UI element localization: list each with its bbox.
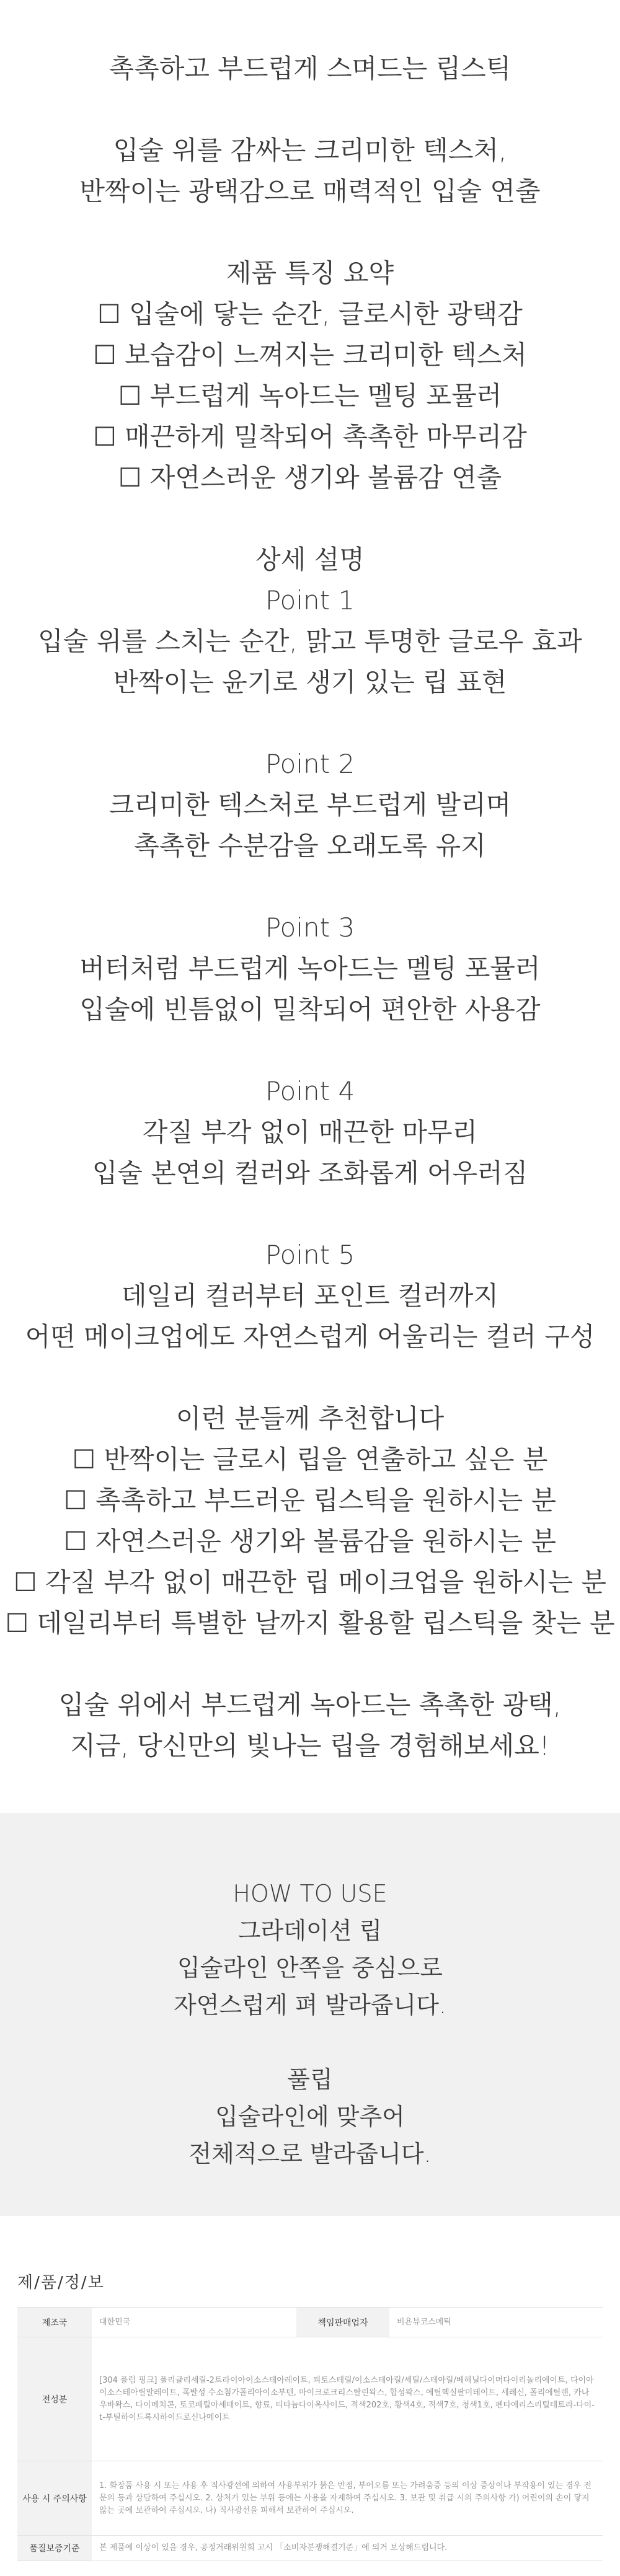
- summary-item: ☐ 부드럽게 녹아드는 멜팅 포뮬러: [118, 381, 502, 411]
- closing-block: [0, 1685, 620, 1767]
- closing-line-2: 지금, 당신만의 빛나는 립을 경험해보세요!: [70, 1731, 550, 1761]
- point-title: Point 5: [265, 1240, 355, 1270]
- gradation-title: 그라데이션 립: [237, 1917, 383, 1944]
- recommend-block: [0, 1398, 620, 1644]
- seller-label: 책임판매업자: [296, 2308, 389, 2337]
- quality-label: 품질보증기준: [17, 2536, 92, 2561]
- product-info-section: [0, 2256, 620, 2576]
- ingredients-label: 전성분: [17, 2337, 92, 2461]
- point-title: Point 3: [265, 912, 355, 943]
- full-lip-line-2: 전체적으로 발라줍니다.: [188, 2140, 432, 2168]
- table-row: [17, 2337, 603, 2461]
- quality-value: 본 제품에 이상이 있을 경우, 공정거래위원회 고시 「소비자분쟁해결기준」에 의거 보상해드립니다.: [92, 2536, 603, 2561]
- caution-value: 1. 화장품 사용 시 또는 사용 후 직사광선에 의하여 사용부위가 붉은 반점, 부어오름 또는 가려움증 등의 이상 증상이나 부작용이 있는 경우 전문의 등과 상담하여 주십시오. 2. 상처가 있는 부위 등에는 사용을 자제하여 주십시오. 3. 보관 및 취급 시의 주의사항 가) 어린이의 손이 닿지 않는 곳에 보관하여 주십시오. 나) 직사광선을 피해서 보관하여 주십시오.: [92, 2461, 603, 2536]
- intro-title: 촉촉하고 부드럽게 스며드는 립스틱: [108, 53, 512, 84]
- recommend-item: ☐ 각질 부각 없이 매끈한 립 메이크업을 원하시는 분: [14, 1567, 606, 1597]
- point-line: 어떤 메이크업에도 자연스럽게 어울리는 컬러 구성: [25, 1321, 595, 1352]
- product-info-title: 제/품/정/보: [17, 2274, 105, 2292]
- intro-block: [0, 48, 620, 212]
- how-to-use-section: [0, 1813, 620, 2216]
- intro-desc-line-2: 반짝이는 광택감으로 매력적인 입술 연출: [79, 176, 541, 206]
- recommend-item: ☐ 자연스러운 생기와 볼륨감을 원하시는 분: [63, 1526, 557, 1556]
- point-line: 입술에 빈틈없이 밀착되어 편안한 사용감: [79, 994, 541, 1025]
- point-line: 각질 부각 없이 매끈한 마무리: [142, 1117, 478, 1147]
- point-title: Point 4: [265, 1076, 355, 1106]
- recommend-item: ☐ 데일리부터 특별한 날까지 활용할 립스틱을 찾는 분: [5, 1608, 615, 1638]
- country-value: 대한민국: [92, 2308, 296, 2337]
- table-row: [17, 2536, 603, 2561]
- detail-block: [0, 539, 620, 1357]
- summary-item: ☐ 자연스러운 생기와 볼륨감 연출: [118, 462, 502, 493]
- point-line: 데일리 컬러부터 포인트 컬러까지: [121, 1281, 499, 1311]
- summary-item: ☐ 보습감이 느껴지는 크리미한 텍스처: [93, 340, 527, 370]
- point-line: 크리미한 텍스처로 부드럽게 발리며: [108, 790, 512, 820]
- point-title: Point 2: [265, 749, 355, 779]
- summary-item: ☐ 입술에 닿는 순간, 글로시한 광택감: [97, 299, 523, 329]
- point-title: Point 1: [265, 585, 355, 615]
- ingredients-value: [304 플럼 핑크] 폴리글리세릴-2트라이아이소스테아레이트, 피토스테릴/이소스테아릴/세틸/스테아릴/베헤닐다이머다이리놀리에이트, 다이아이소스테아릴말레이트, 폭발성 수소첨가폴리아이소부텐, 마이크로크리스탈린왁스, 합성왁스, 에틸헥실팔미테이트, 세레신, 폴리에틸렌, 카나우바왁스, 다이메치콘, 토코페릴아세테이트, 향료, 티타늄다이옥사이드, 적색202호, 황색4호, 적색7호, 청색1호, 펜타에리스리틸테트라-다이-t-부틸하이드록시하이드로신나메이트: [92, 2337, 603, 2461]
- full-lip-title: 풀립: [287, 2066, 333, 2093]
- recommend-item: ☐ 촉촉하고 부드러운 립스틱을 원하시는 분: [63, 1485, 557, 1515]
- product-info-table: [17, 2307, 603, 2561]
- table-row: [17, 2308, 603, 2337]
- point-line: 입술 본연의 컬러와 조화롭게 어우러짐: [92, 1158, 528, 1188]
- table-row: [17, 2461, 603, 2536]
- gradation-line-1: 입술라인 안쪽을 중심으로: [177, 1954, 443, 1982]
- point-line: 반짝이는 윤기로 생기 있는 립 표현: [113, 667, 507, 697]
- point-line: 입술 위를 스치는 순간, 맑고 투명한 글로우 효과: [38, 626, 582, 656]
- intro-desc-line-1: 입술 위를 감싸는 크리미한 텍스처,: [113, 135, 507, 165]
- summary-heading: 제품 특징 요약: [226, 258, 394, 288]
- point-line: 촉촉한 수분감을 오래도록 유지: [134, 831, 486, 861]
- seller-value: 비욘뷰코스메틱: [389, 2308, 603, 2337]
- summary-block: [0, 253, 620, 498]
- recommend-item: ☐ 반짝이는 글로시 립을 연출하고 싶은 분: [72, 1444, 548, 1475]
- country-label: 제조국: [17, 2308, 92, 2337]
- point-line: 버터처럼 부드럽게 녹아드는 멜팅 포뮬러: [79, 953, 541, 984]
- howto-heading: HOW TO USE: [232, 1880, 388, 1907]
- detail-heading: 상세 설명: [255, 544, 365, 575]
- full-lip-line-1: 입술라인에 맞추어: [215, 2103, 405, 2130]
- caution-label: 사용 시 주의사항: [17, 2461, 92, 2536]
- recommend-heading: 이런 분들께 추천합니다: [175, 1403, 445, 1434]
- closing-line-1: 입술 위에서 부드럽게 녹아드는 촉촉한 광택,: [58, 1690, 562, 1720]
- gradation-line-2: 자연스럽게 펴 발라줍니다.: [173, 1992, 447, 2019]
- summary-item: ☐ 매끈하게 밀착되어 촉촉한 마무리감: [93, 421, 527, 452]
